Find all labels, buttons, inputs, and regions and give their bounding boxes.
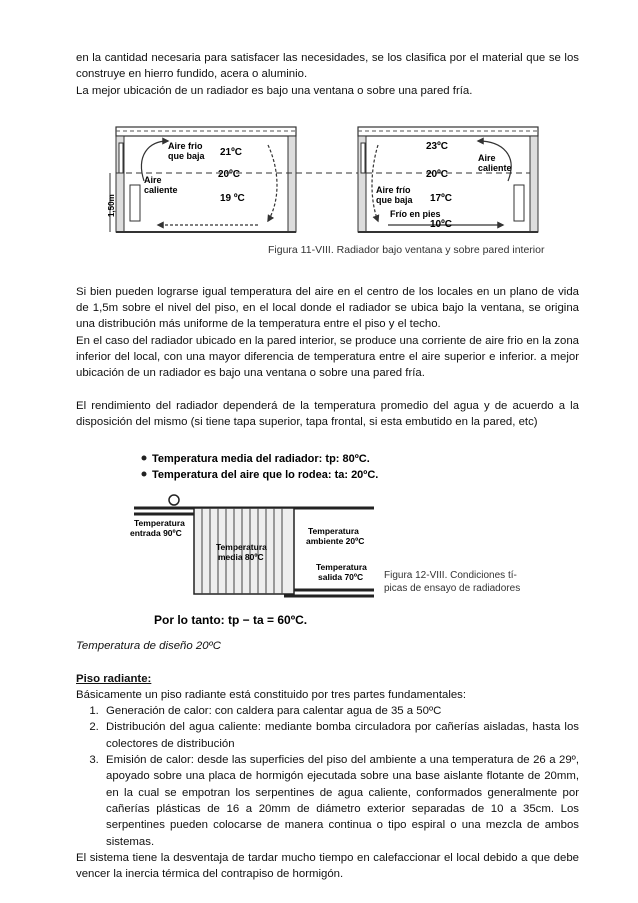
outlet-label-1: Temperatura [316, 562, 367, 573]
section-heading-radiant-floor: Piso radiante: [76, 672, 152, 685]
right-label-cold-air-2: que baja [375, 194, 413, 205]
radiant-floor-list [76, 703, 579, 850]
list-item: 3. Emisión de calor: desde las superficies del piso del ambiente a una temperatura de 26 a 29º, apoyado sobre una placa de hormigón ejecutada sobre una base aislante flotante de 20mm, en la cual se empotran los serpentines de agua caliente, conformados generalmente por cañerías plásticas de 16 a 20mm de diámetro exterior separadas de 10 a 35cm. Los serpentines pueden colocarse de manera continua o tipo espiral o una mezcla de ambos sistemas. [102, 752, 579, 850]
bullet-2: Temperatura del aire que lo rodea: ta: 20ºC. [152, 469, 379, 482]
bullet-1: Temperatura media del radiador: tp: 80ºC. [152, 453, 370, 466]
body-paragraph-3: El rendimiento del radiador dependerá de la temperatura promedio del agua y de acuerdo a la disposición del mismo (si tiene tapa superior, tapa frontal, si esta embutido en la pared, etc) [76, 399, 579, 428]
left-temp-top: 21ºC [219, 146, 242, 158]
radiator-icon [514, 185, 524, 221]
right-label-cold-feet: Frío en pies [389, 208, 441, 219]
radiant-floor-intro: Básicamente un piso radiante está constituido por tres partes fundamentales: [76, 688, 467, 701]
right-label-warm-air-1: Aire [477, 152, 496, 163]
left-label-cold-air-1: Aire frio [167, 140, 203, 151]
right-temp-top: 23ºC [425, 140, 448, 152]
list-item: 1. Generación de calor: con caldera para calentar agua de 35 a 50ºC [102, 703, 579, 719]
figure2-caption-2: picas de ensayo de radiadores [384, 583, 521, 595]
ambient-label-1: Temperatura [308, 526, 359, 537]
left-temp-low: 19 ºC [219, 192, 245, 204]
figure-radiator-window-vs-wall [108, 121, 548, 266]
inlet-label-1: Temperatura [134, 518, 185, 529]
body-paragraph-1: Si bien pueden lograrse igual temperatura del aire en el centro de los locales en un plano de vida de 1,5m sobre el nivel del piso, en el local donde el radiador se ubica bajo la ventana, se origina una distribución más uniforme de la temperatura entre el piso y el techo. [76, 285, 579, 331]
inlet-label-2: entrada 90ºC [130, 528, 182, 539]
figure-radiator-test-conditions [94, 448, 521, 636]
right-temp-floor: 10ºC [429, 218, 452, 230]
left-room-diagram [107, 127, 296, 232]
left-height-label: 1,50m [106, 194, 116, 217]
radiant-floor-closing: El sistema tiene la desventaja de tardar mucho tiempo en calefaccionar el local debido a que debe vencer la inercia térmica del contrapiso de hormigón. [76, 851, 579, 881]
mean-label-1: Temperatura [216, 542, 267, 553]
right-temp-mid: 20ºC [425, 168, 448, 180]
list-item: 2. Distribución del agua caliente: mediante bomba circuladora por cañerías aisladas, hasta los colectores de distribución [102, 719, 579, 752]
mean-label-2: media 80ºC [218, 552, 264, 563]
ambient-label-2: ambiente 20ºC [306, 536, 365, 547]
figure2-result: Por lo tanto: tp − ta = 60ºC. [154, 613, 308, 628]
right-label-warm-air-2: caliente [477, 162, 512, 173]
figure1-caption: Figura 11-VIII. Radiador bajo ventana y sobre pared interior [267, 243, 544, 256]
left-label-cold-air-2: que baja [167, 150, 205, 161]
right-label-cold-air-1: Aire frío [375, 184, 411, 195]
right-temp-low: 17ºC [429, 192, 452, 204]
document-page [76, 50, 579, 882]
valve-icon [169, 495, 179, 505]
left-temp-mid: 20ºC [217, 168, 240, 180]
intro-paragraph: en la cantidad necesaria para satisfacer las necesidades, se los clasifica por el material que se los construye en hierro fundido, acera o aluminio. [76, 52, 579, 81]
left-label-warm-air-2: caliente [143, 184, 178, 195]
body-paragraph-2: En el caso del radiador ubicado en la pared interior, se produce una corriente de aire frio en la zona inferior del local, con una mayor diferencia de temperatura entre el aire superior e inferior. a mejor ubicación de un radiador es bajo una ventana o sobre una pared fría. [76, 334, 579, 380]
left-label-warm-air-1: Aire [143, 174, 162, 185]
intro-paragraph-2: La mejor ubicación de un radiador es bajo una ventana o sobre una pared fría. [76, 84, 473, 97]
design-temperature: Temperatura de diseño 20ºC [76, 640, 221, 653]
figure2-caption-1: Figura 12-VIII. Condiciones tí- [384, 570, 517, 582]
right-room-diagram [358, 127, 538, 232]
radiator-icon [130, 185, 140, 221]
outlet-label-2: salida 70ºC [318, 572, 364, 583]
